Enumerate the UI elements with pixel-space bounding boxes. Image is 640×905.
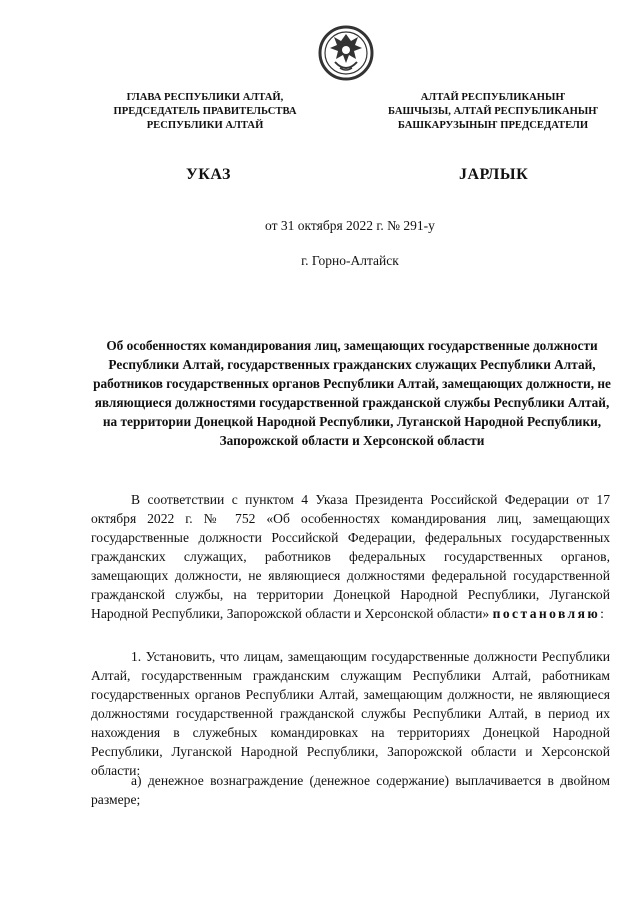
decree-word: постановляю	[492, 606, 601, 621]
issuer-line: РЕСПУБЛИКИ АЛТАЙ	[146, 120, 264, 131]
issuer-title-russian	[80, 91, 330, 133]
preamble-paragraph	[91, 490, 610, 623]
clause-1a-paragraph	[91, 771, 610, 809]
decree-city: г. Горно-Алтайск	[301, 253, 399, 268]
clause-1-text: 1. Установить, что лицам, замещающим государственные должности Республики Алтай, государственным гражданским служащим Республики Алтай, работникам государственных органов Республики Алтай, замещающим должности, не являющиеся должностями государственной гражданской службы Республики Алтай, в период их нахождения в служебных командировках на территориях Донецкой Народной Республики, Луганской Народной Республики, Запорожской области и Херсонской области:	[91, 649, 610, 778]
clause-1a-text: а) денежное вознаграждение (денежное содержание) выплачивается в двойном размере;	[91, 773, 610, 807]
preamble-end: :	[600, 606, 604, 621]
doc-type-altai: ЈАРЛЫК	[459, 166, 529, 183]
issuer-line: БАШКАРУЗЫНЫҤ ПРЕДСЕДАТЕЛИ	[397, 120, 589, 131]
decree-title: Об особенностях командирования лиц, замещающих государственные должности Республики Алтай, государственных гражданских служащих Республики Алтай, работников государственных органов Республики Алтай, замещающих должности, не являющиеся должностями государственной гражданской службы Республики Алтай, на территории Донецкой Народной Республики, Луганской Народной Республики, Запорожской области и Херсонской области	[93, 338, 611, 448]
issuer-line: ПРЕДСЕДАТЕЛЬ ПРАВИТЕЛЬСТВА	[113, 106, 297, 117]
issuer-line: АЛТАЙ РЕСПУБЛИКАНЫҤ	[420, 92, 566, 103]
issuer-title-altai	[358, 91, 628, 133]
issuer-line: ГЛАВА РЕСПУБЛИКИ АЛТАЙ,	[126, 92, 284, 103]
issuer-line: БАШЧЫЗЫ, АЛТАЙ РЕСПУБЛИКАНЫҤ	[387, 106, 599, 117]
clause-1-paragraph	[91, 647, 610, 780]
preamble-text: В соответствии с пунктом 4 Указа Президента Российской Федерации от 17 октября 2022 г. № 752 «Об особенностях командирования лиц, замещающих государственные должности Российской Федерации, федеральных государственных гражданских служащих, работников федеральных государственных органов, замещающих должности, не являющиеся должностями федеральной государственной гражданской службы, на территории Донецкой Народной Республики, Луганской Народной Республики, Запорожской области и Херсонской области»	[91, 492, 610, 621]
doc-type-russian: УКАЗ	[186, 166, 231, 183]
decree-date-number: от 31 октября 2022 г. № 291-у	[265, 218, 435, 233]
coat-of-arms-icon	[318, 24, 374, 82]
